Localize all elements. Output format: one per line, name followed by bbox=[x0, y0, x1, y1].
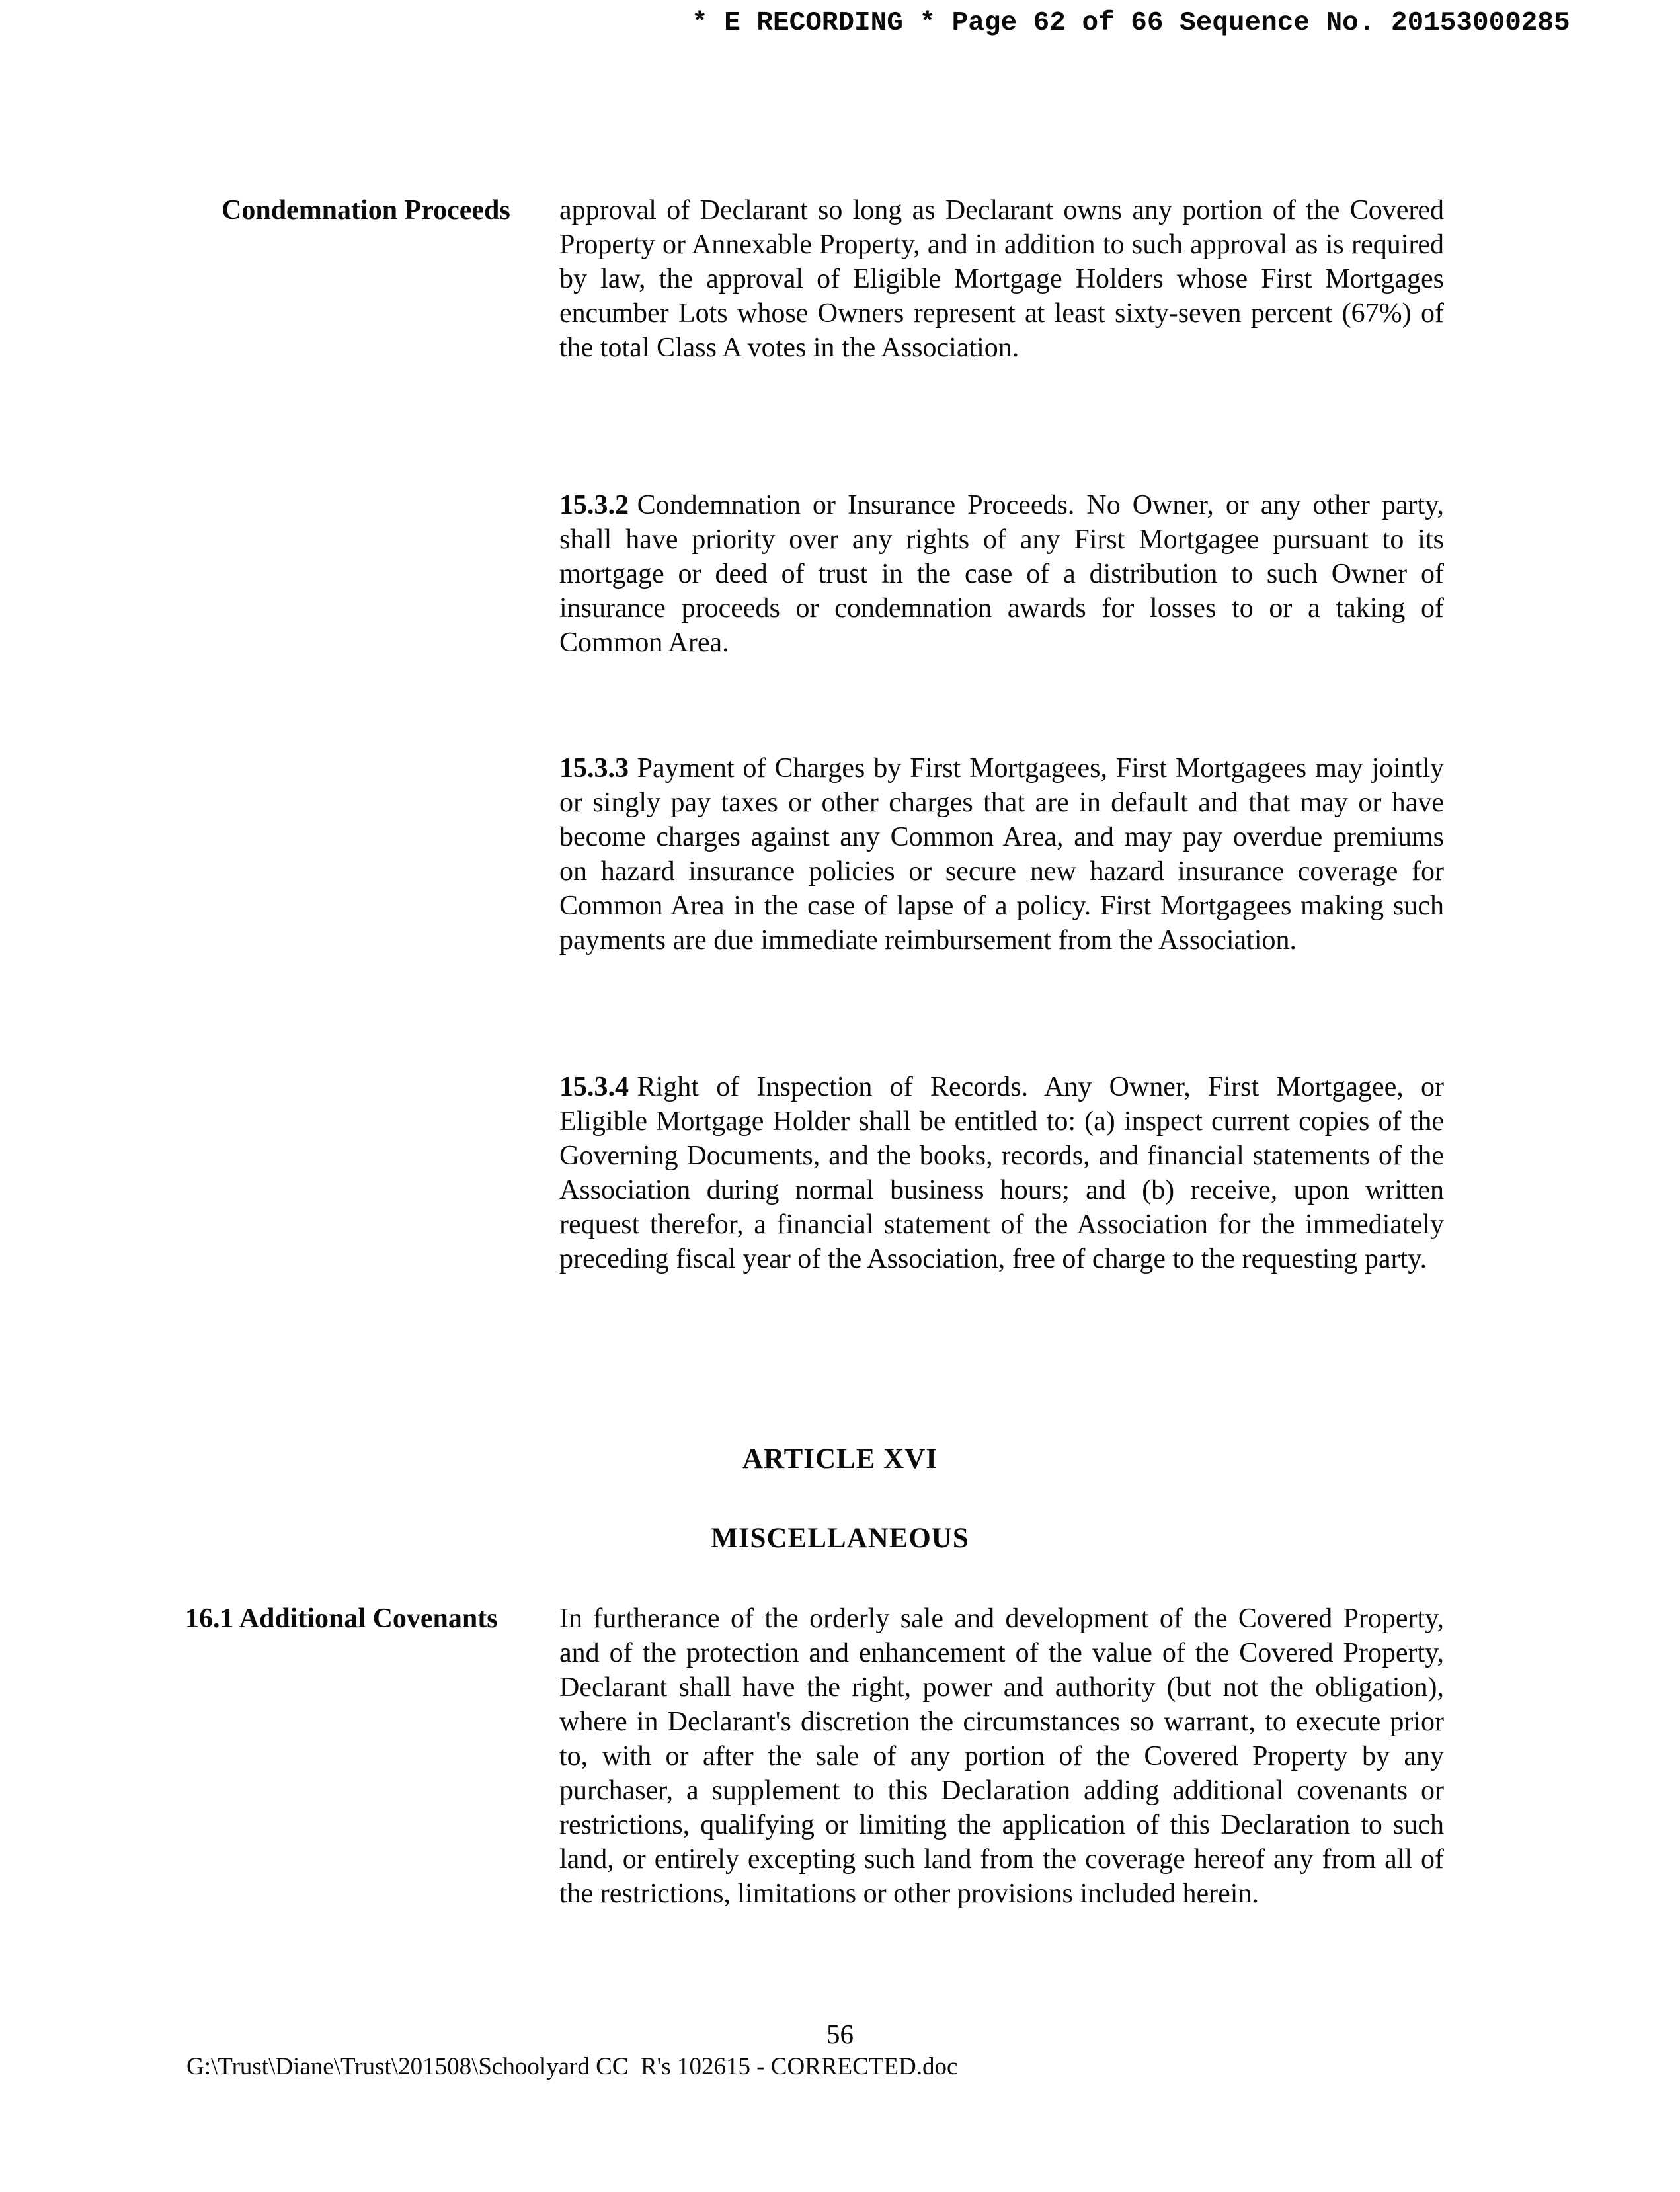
article-heading: ARTICLE XVI bbox=[742, 1443, 938, 1475]
section-row-15-3-2 bbox=[0, 488, 1680, 660]
section-paragraph-15-3-2 bbox=[559, 488, 1444, 660]
section-row-15-3-4 bbox=[0, 1070, 1680, 1276]
section-paragraph-15-3-3 bbox=[559, 751, 1444, 957]
section-row-condemnation-proceeds bbox=[0, 193, 1680, 365]
section-number-15-3-3: 15.3.3 bbox=[559, 753, 629, 784]
page-number: 56 bbox=[826, 2019, 854, 2049]
file-path: G:\Trust\Diane\Trust\201508\Schoolyard CC R's 102615 - CORRECTED.doc bbox=[186, 2053, 958, 2080]
section-row-additional-covenants bbox=[0, 1602, 1680, 1911]
section-text-15-3-4: Right of Inspection of Records. Any Owner, First Mortgagee, or Eligible Mortgage Holder shall be entitled to: (a) inspect current copies of the Governing Documents, and the books, records, and financial statements of the Association during normal business hours; and (b) receive, upon written request therefor, a financial statement of the Association for the immediately preceding fiscal year of the Association, free of charge to the requesting party. bbox=[559, 1072, 1444, 1274]
section-label-condemnation-proceeds: Condemnation Proceeds bbox=[221, 195, 510, 225]
section-number-15-3-4: 15.3.4 bbox=[559, 1072, 629, 1102]
section-paragraph-15-3-4 bbox=[559, 1070, 1444, 1276]
section-text-15-3-2: Condemnation or Insurance Proceeds. No Owner, or any other party, shall have priority over any rights of any First Mortgagee pursuant to its mortgage or deed of trust in the case of a distribution to such Owner of insurance proceeds or condemnation awards for losses to or a taking of Common Area. bbox=[559, 490, 1444, 658]
section-paragraph-additional-covenants: In furtherance of the orderly sale and development of the Covered Property, and of the protection and enhancement of the value of the Covered Property, Declarant shall have the right, power and authority (but not the obligation), where in Declarant's discretion the circumstances so warrant, to execute prior to, with or after the sale of any portion of the Covered Property by any purchaser, a supplement to this Declaration adding additional covenants or restrictions, qualifying or limiting the application of this Declaration to such land, or entirely excepting such land from the coverage hereof any from all of the restrictions, limitations or other provisions included herein. bbox=[559, 1603, 1444, 1909]
recording-header: * E RECORDING * Page 62 of 66 Sequence No. 20153000285 bbox=[692, 8, 1570, 38]
article-subheading: MISCELLANEOUS bbox=[711, 1523, 969, 1554]
section-label-additional-covenants: 16.1 Additional Covenants bbox=[185, 1603, 498, 1634]
section-paragraph-condemnation-proceeds: approval of Declarant so long as Declarant owns any portion of the Covered Property or Annexable Property, and in addition to such approval as is required by law, the approval of Eligible Mortgage Holders whose First Mortgages encumber Lots whose Owners represent at least sixty-seven percent (67%) of the total Class A votes in the Association. bbox=[559, 195, 1444, 363]
section-text-15-3-3: Payment of Charges by First Mortgagees, First Mortgagees may jointly or singly pay taxes or other charges that are in default and that may or have become charges against any Common Area, and may pay overdue premiums on hazard insurance policies or secure new hazard insurance coverage for Common Area in the case of lapse of a policy. First Mortgagees making such payments are due immediate reimbursement from the Association. bbox=[559, 753, 1444, 955]
section-row-15-3-3 bbox=[0, 751, 1680, 957]
section-number-15-3-2: 15.3.2 bbox=[559, 490, 629, 520]
